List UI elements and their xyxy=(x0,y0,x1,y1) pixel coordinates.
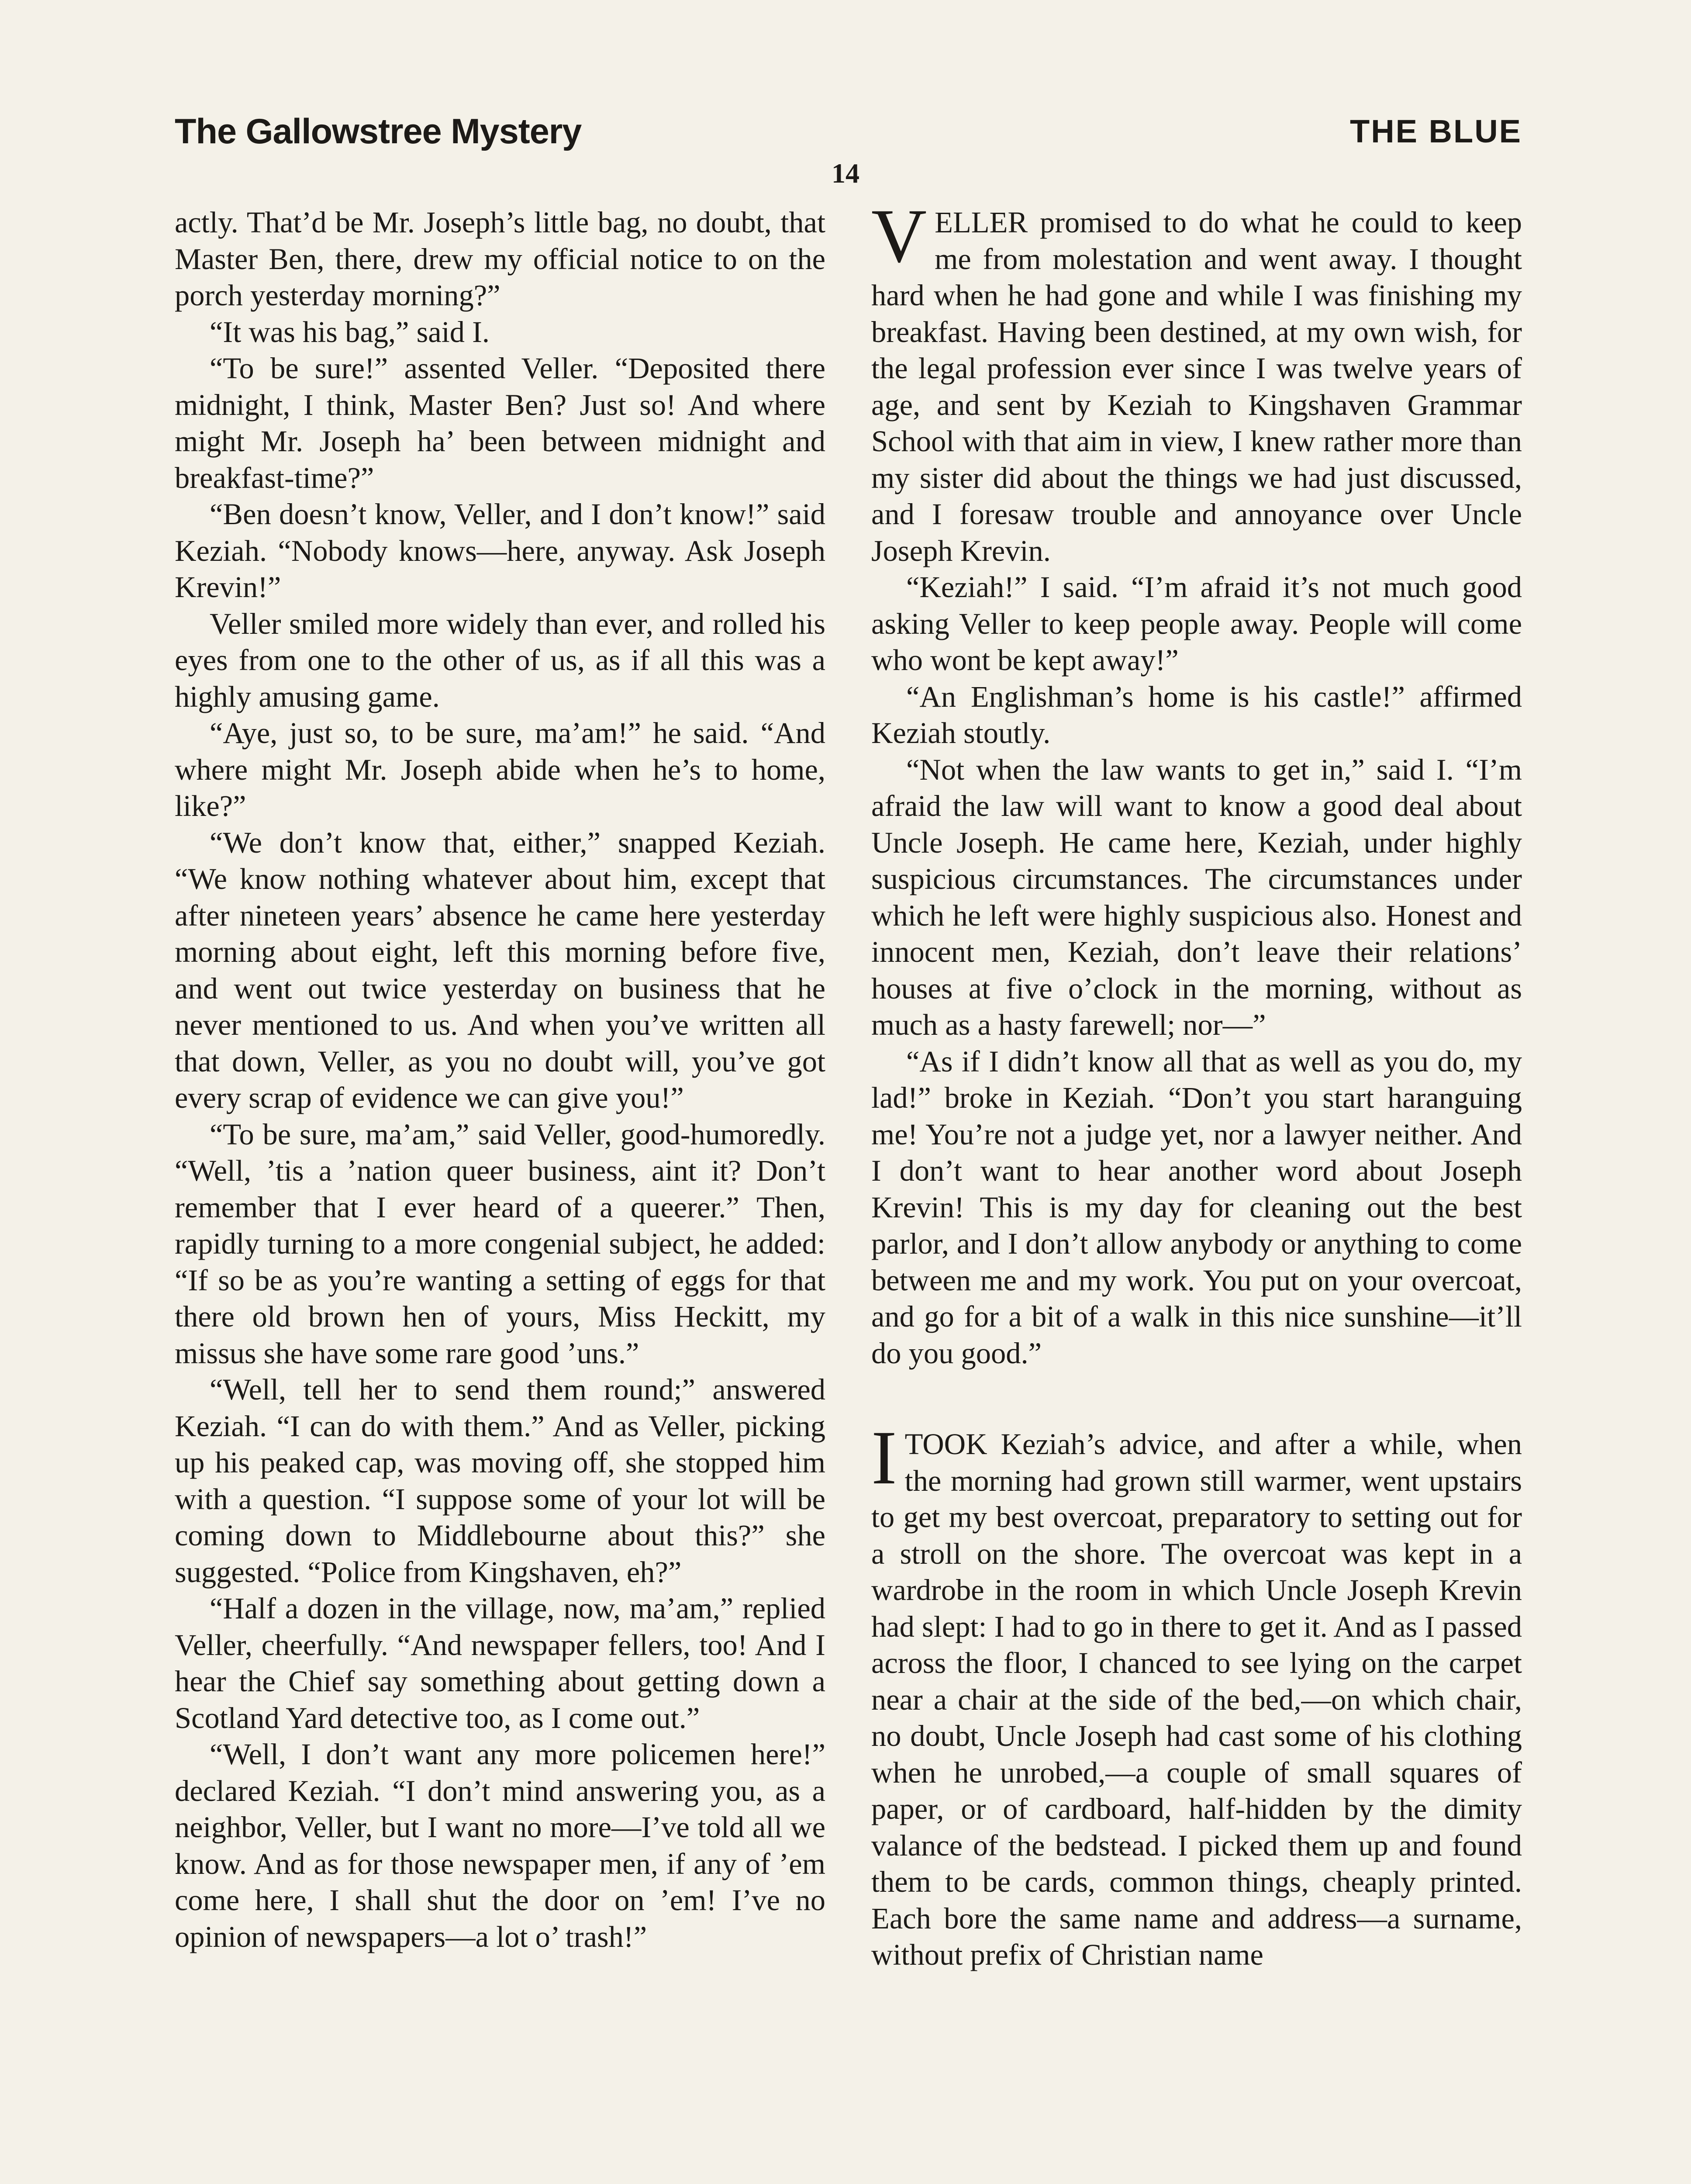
paragraph: “To be sure, ma’am,” said Veller, good-humoredly. “Well, ’tis a ’nation queer business, aint it? Don’t remember that I ever heard of a queerer.” Then, rapidly turning to a more congenial subject, he added: “If so be as you’re wanting a setting of eggs for that there old brown hen of yours, Miss Heckitt, my missus she have some rare good ’uns.” xyxy=(175,1117,825,1370)
left-column xyxy=(175,204,825,2184)
paragraph: Veller smiled more widely than ever, and rolled his eyes from one to the other of us, as if all this was a highly amusing game. xyxy=(175,607,825,713)
paragraph-text: TOOK Keziah’s advice, and after a while, when the morning had grown still warmer, went upstairs to get my best overcoat, preparatory to setting out for a stroll on the shore. The overcoat was kept in a wardrobe in the room in which Uncle Joseph Krevin had slept: I had to go in there to get it. And as I passed across the floor, I chanced to see lying on the carpet near a chair at the side of the bed,—on which chair, no doubt, Uncle Joseph had cast some of his clothing when he unrobed,—a couple of small squares of paper, or of cardboard, half-hidden by the dimity valance of the bedstead. I picked them up and found them to be cards, common things, cheaply printed. Each bore the same name and address—a surname, without prefix of Christian name xyxy=(871,1427,1522,1971)
magazine-title: THE BLUE xyxy=(1350,113,1522,149)
paragraph: “Ben doesn’t know, Veller, and I don’t know!” said Keziah. “Nobody knows—here, anyway. Ask Joseph Krevin!” xyxy=(175,498,825,604)
right-column xyxy=(871,204,1522,2184)
paragraph-text: ELLER promised to do what he could to keep me from molestation and went away. I thought hard when he had gone and while I was finishing my breakfast. Having been destined, at my own wish, for the legal profession ever since I was twelve years of age, and sent by Keziah to Kingshaven Grammar School with that aim in view, I knew rather more than my sister did about the things we had just discussed, and I foresaw trouble and annoyance over Uncle Joseph Krevin. xyxy=(871,206,1522,567)
drop-cap: V xyxy=(871,204,927,279)
paragraph: actly. That’d be Mr. Joseph’s little bag, no doubt, that Master Ben, there, drew my official notice to on the porch yesterday morning?” xyxy=(175,206,825,312)
paragraph: “As if I didn’t know all that as well as you do, my lad!” broke in Keziah. “Don’t you start haranguing me! You’re not a judge yet, nor a lawyer neither. And I don’t want to hear another word about Joseph Krevin! This is my day for cleaning out the best parlor, and I don’t allow anybody or anything to come between me and my work. You put on your overcoat, and go for a bit of a walk in this nice sunshine—it’ll do you good.” xyxy=(871,1044,1522,1370)
paragraph: “We don’t know that, either,” snapped Keziah. “We know nothing whatever about him, except that after nineteen years’ absence he came here yesterday morning about eight, left this morning before five, and went out twice yesterday on business that he never mentioned to us. And when you’ve written all that down, Veller, as you no doubt will, you’ve got every scrap of evidence we can give you!” xyxy=(175,826,825,1114)
drop-cap: I xyxy=(871,1415,897,1500)
paragraph: “Half a dozen in the village, now, ma’am,” replied Veller, cheerfully. “And newspaper fellers, too! And I hear the Chief say something about getting down a Scotland Yard detective too, as I come out.” xyxy=(175,1592,825,1735)
paragraph: “To be sure!” assented Veller. “Deposited there midnight, I think, Master Ben? Just so! And where might Mr. Joseph ha’ been between midnight and breakfast-time?” xyxy=(175,352,825,494)
paragraph: “It was his bag,” said I. xyxy=(210,315,490,349)
paragraph: “Well, I don’t want any more policemen here!” declared Keziah. “I don’t mind answering you, as a neighbor, Veller, but I want no more—I’ve told all we know. And as for those newspaper men, if any of ’em come here, I shall shut the door on ’em! I’ve no opinion of newspapers—a lot o’ trash!” xyxy=(175,1738,825,1953)
section-opening-paragraph xyxy=(871,204,1522,569)
page-number: 14 xyxy=(832,158,859,189)
paragraph: “Keziah!” I said. “I’m afraid it’s not much good asking Veller to keep people away. People will come who wont be kept away!” xyxy=(871,570,1522,677)
story-title: The Gallowstree Mystery xyxy=(175,112,582,151)
paragraph: “Well, tell her to send them round;” answered Keziah. “I can do with them.” And as Veller, picking up his peaked cap, was moving off, she stopped him with a question. “I suppose some of your lot will be coming down to Middlebourne about this?” she suggested. “Police from Kingshaven, eh?” xyxy=(175,1373,825,1589)
paragraph: “An Englishman’s home is his castle!” affirmed Keziah stoutly. xyxy=(871,680,1522,750)
section-opening-paragraph xyxy=(871,1415,1522,1973)
paragraph: “Aye, just so, to be sure, ma’am!” he said. “And where might Mr. Joseph abide when he’s to home, like?” xyxy=(175,716,825,822)
paragraph: “Not when the law wants to get in,” said I. “I’m afraid the law will want to know a good deal about Uncle Joseph. He came here, Keziah, under highly suspicious circumstances. The circumstances under which he left were highly suspicious also. Honest and innocent men, Keziah, don’t leave their relations’ houses at five o’clock in the morning, without as much as a hasty farewell; nor—” xyxy=(871,753,1522,1041)
